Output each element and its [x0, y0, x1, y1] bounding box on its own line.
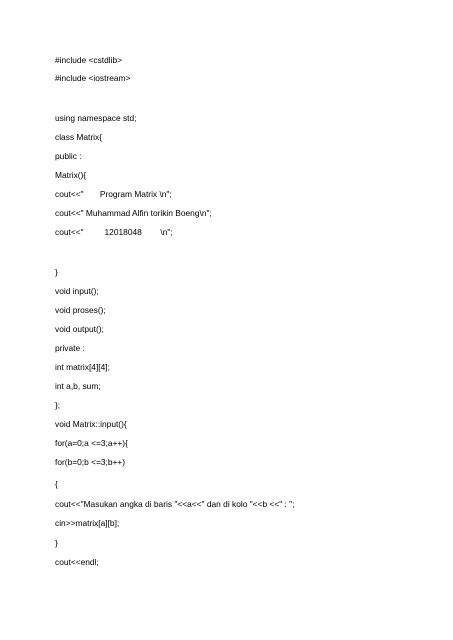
code-line-cout-prompt: cout<<"Masukan angka di baris "<<a<<" dan di kolo "<<b <<" : ";	[55, 499, 295, 509]
code-line-void-input: void input();	[55, 286, 99, 296]
code-line-cout-name: cout<<" Muhammad Alfin torikin Boeng\n";	[55, 208, 212, 218]
code-line-open-brace: {	[55, 479, 58, 489]
code-line-include-iostream: #include <iostream>	[55, 73, 131, 83]
code-line-cout-title: cout<<" Program Matrix \n";	[55, 189, 172, 199]
code-line-for-a: for(a=0;a <=3;a++){	[55, 438, 128, 448]
code-line-cout-endl: cout<<endl;	[55, 557, 99, 567]
code-line-void-output: void output();	[55, 324, 104, 334]
code-line-input-definition: void Matrix::input(){	[55, 419, 127, 429]
code-line-class-end: };	[55, 400, 61, 410]
code-line-close-brace: }	[55, 538, 58, 548]
code-line-private: private :	[55, 343, 85, 353]
code-line-constructor: Matrix(){	[55, 170, 87, 180]
code-line-int-vars: int a,b, sum;	[55, 381, 101, 391]
code-line-int-matrix: int matrix[4][4];	[55, 362, 110, 372]
code-line-class-declaration: class Matrix{	[55, 132, 103, 142]
code-line-for-b: for(b=0;b <=3;b++)	[55, 457, 126, 467]
code-line-public: public :	[55, 151, 82, 161]
code-line-using-namespace: using namespace std;	[55, 113, 137, 123]
code-line-void-proses: void proses();	[55, 305, 106, 315]
code-line-cin-matrix: cin>>matrix[a][b];	[55, 518, 120, 528]
code-line-include-cstdlib: #include <cstdlib>	[55, 55, 123, 65]
code-line-cout-id: cout<<" 12018048 \n";	[55, 227, 173, 237]
code-line-closing-brace: }	[55, 267, 58, 277]
